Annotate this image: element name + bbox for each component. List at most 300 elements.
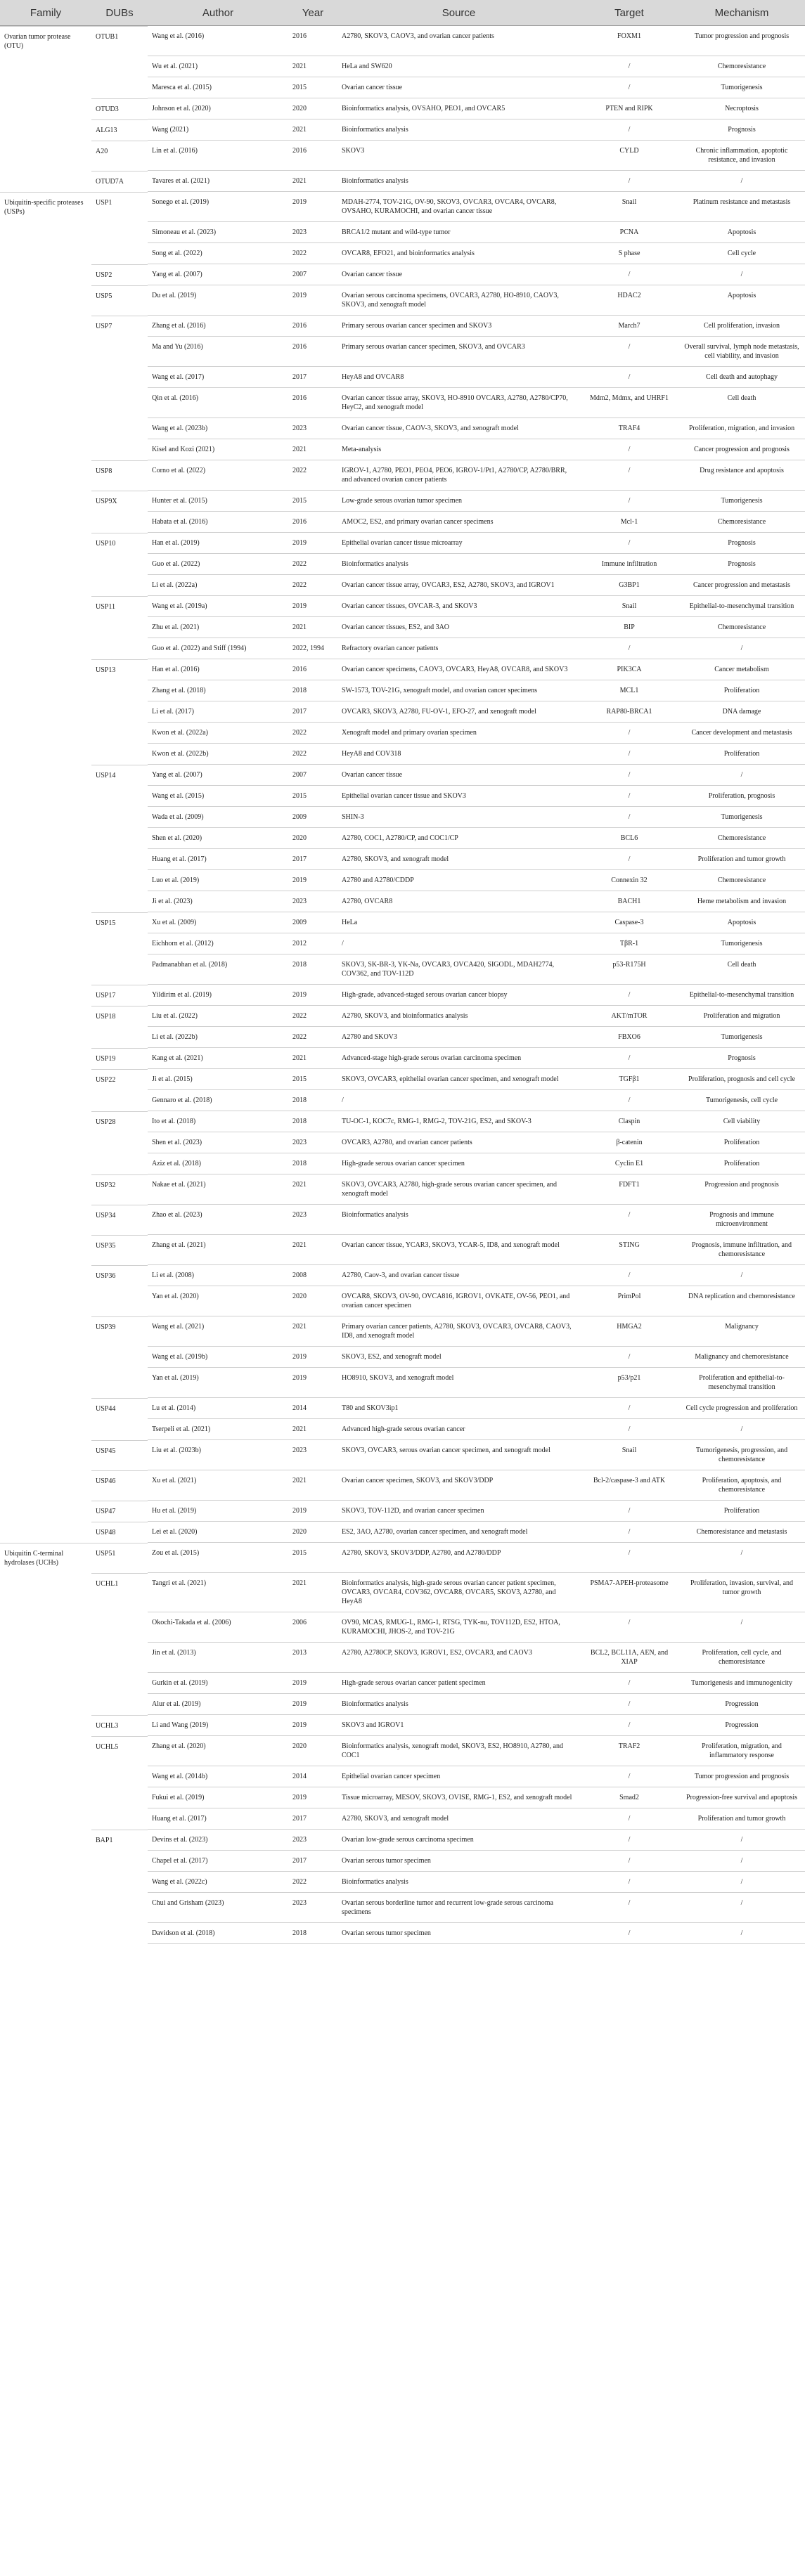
family-cell	[0, 933, 91, 954]
source-cell: HeyA8 and COV318	[337, 744, 580, 765]
mechanism-cell: Progression	[678, 1715, 805, 1736]
family-cell	[0, 596, 91, 617]
year-cell: 2008	[288, 1265, 337, 1286]
year-cell: 2006	[288, 1612, 337, 1643]
mechanism-cell: Prognosis and immune microenvironment	[678, 1205, 805, 1235]
table-row	[0, 316, 805, 337]
dub-cell	[91, 849, 148, 870]
table-row	[0, 891, 805, 912]
year-cell: 2022, 1994	[288, 638, 337, 659]
author-cell: Qin et al. (2016)	[148, 388, 288, 418]
author-cell: Wang et al. (2023b)	[148, 418, 288, 439]
family-cell: Ovarian tumor protease (OTU)	[0, 26, 91, 56]
source-cell: Primary ovarian cancer patients, A2780, SKOV3, OVCAR3, OVCAR8, CAOV3, ID8, and xenograft model	[337, 1316, 580, 1347]
dub-cell	[91, 77, 148, 98]
family-cell	[0, 388, 91, 418]
family-cell	[0, 1006, 91, 1027]
table-row	[0, 171, 805, 192]
target-cell: BIP	[580, 617, 678, 638]
source-cell: A2780, Caov-3, and ovarian cancer tissue	[337, 1265, 580, 1286]
target-cell: PrimPol	[580, 1286, 678, 1316]
dub-cell: OTUD7A	[91, 171, 148, 192]
target-cell: /	[580, 1048, 678, 1069]
family-cell	[0, 77, 91, 98]
year-cell: 2019	[288, 870, 337, 891]
author-cell: Li et al. (2022b)	[148, 1027, 288, 1048]
source-cell: OVCAR8, EFO21, and bioinformatics analysis	[337, 243, 580, 264]
author-cell: Corno et al. (2022)	[148, 460, 288, 491]
table-row	[0, 1286, 805, 1316]
mechanism-cell: Cell death	[678, 388, 805, 418]
table-row	[0, 1470, 805, 1501]
dub-cell: USP10	[91, 533, 148, 554]
target-cell: /	[580, 491, 678, 512]
target-cell: /	[580, 77, 678, 98]
table-row	[0, 98, 805, 119]
year-cell: 2020	[288, 1286, 337, 1316]
source-cell: HeLa	[337, 912, 580, 933]
source-cell: Epithelial ovarian cancer specimen	[337, 1766, 580, 1787]
source-cell: OVCAR3, SKOV3, A2780, FU-OV-1, EFO-27, and xenograft model	[337, 701, 580, 723]
year-cell: 2023	[288, 418, 337, 439]
source-cell: Tissue microarray, MESOV, SKOV3, OVISE, RMG-1, ES2, and xenograft model	[337, 1787, 580, 1808]
family-cell	[0, 285, 91, 316]
author-cell: Chui and Grisham (2023)	[148, 1893, 288, 1923]
mechanism-cell: Chemoresistance	[678, 617, 805, 638]
table-row	[0, 1612, 805, 1643]
target-cell: /	[580, 533, 678, 554]
mechanism-cell: Progression and prognosis	[678, 1174, 805, 1205]
mechanism-cell: Proliferation, prognosis	[678, 786, 805, 807]
target-cell: S phase	[580, 243, 678, 264]
family-cell	[0, 954, 91, 985]
mechanism-cell: Tumorigenesis	[678, 807, 805, 828]
source-cell: Meta-analysis	[337, 439, 580, 460]
year-cell: 2023	[288, 891, 337, 912]
family-cell	[0, 1398, 91, 1419]
dub-cell: USP18	[91, 1006, 148, 1027]
mechanism-cell: Prognosis, immune infiltration, and chemoresistance	[678, 1235, 805, 1265]
year-cell: 2019	[288, 1347, 337, 1368]
mechanism-cell: Proliferation	[678, 1153, 805, 1174]
target-cell: BACH1	[580, 891, 678, 912]
author-cell: Li et al. (2017)	[148, 701, 288, 723]
source-cell: Epithelial ovarian cancer tissue microarray	[337, 533, 580, 554]
mechanism-cell: Proliferation, cell cycle, and chemoresistance	[678, 1643, 805, 1673]
target-cell: /	[580, 1543, 678, 1573]
source-cell: Bioinformatics analysis, high-grade serous ovarian cancer patient specimen, OVCAR3, OVCAR4, COV362, OVCAR8, OVCAR5, SKOV3, A2780, and HeyA8	[337, 1573, 580, 1612]
author-cell: Wang et al. (2021)	[148, 1316, 288, 1347]
target-cell: Smad2	[580, 1787, 678, 1808]
family-cell	[0, 1694, 91, 1715]
year-cell: 2017	[288, 701, 337, 723]
year-cell: 2021	[288, 1419, 337, 1440]
mechanism-cell: DNA damage	[678, 701, 805, 723]
author-cell: Shen et al. (2023)	[148, 1132, 288, 1153]
mechanism-cell: Chemoresistance and metastasis	[678, 1522, 805, 1543]
dub-cell	[91, 680, 148, 701]
year-cell: 2015	[288, 1543, 337, 1573]
year-cell: 2015	[288, 491, 337, 512]
year-cell: 2019	[288, 1787, 337, 1808]
family-cell	[0, 1573, 91, 1612]
mechanism-cell: Prognosis	[678, 533, 805, 554]
family-cell: Ubiquitin-specific proteases (USPs)	[0, 192, 91, 222]
target-cell: /	[580, 1893, 678, 1923]
family-cell	[0, 418, 91, 439]
author-cell: Aziz et al. (2018)	[148, 1153, 288, 1174]
source-cell: SKOV3, TOV-112D, and ovarian cancer specimen	[337, 1501, 580, 1522]
dub-cell: ALG13	[91, 119, 148, 141]
table-row	[0, 575, 805, 596]
year-cell: 2007	[288, 264, 337, 285]
author-cell: Yan et al. (2020)	[148, 1286, 288, 1316]
source-cell: T80 and SKOV3ip1	[337, 1398, 580, 1419]
dub-cell	[91, 1090, 148, 1111]
mechanism-cell: Proliferation, prognosis and cell cycle	[678, 1069, 805, 1090]
mechanism-cell: Proliferation, invasion, survival, and tumor growth	[678, 1573, 805, 1612]
table-row	[0, 1923, 805, 1944]
table-row	[0, 1132, 805, 1153]
table-row	[0, 1265, 805, 1286]
mechanism-cell: Heme metabolism and invasion	[678, 891, 805, 912]
table-row	[0, 439, 805, 460]
table-row	[0, 680, 805, 701]
source-cell: MDAH-2774, TOV-21G, OV-90, SKOV3, OVCAR3, OVCAR4, OVCAR8, OVSAHO, KURAMOCHI, and ovarian cancer tissue	[337, 192, 580, 222]
source-cell: Bioinformatics analysis, OVSAHO, PEO1, and OVCAR5	[337, 98, 580, 119]
family-cell	[0, 1419, 91, 1440]
header-mechanism: Mechanism	[714, 6, 769, 19]
mechanism-cell: /	[678, 1830, 805, 1851]
table-row	[0, 1090, 805, 1111]
source-cell: Ovarian serous carcinoma specimens, OVCAR3, A2780, HO-8910, CAOV3, SKOV3, and xenograft model	[337, 285, 580, 316]
table-row	[0, 744, 805, 765]
mechanism-cell: Prognosis	[678, 119, 805, 141]
mechanism-cell: Tumorigenesis and immunogenicity	[678, 1673, 805, 1694]
author-cell: Hu et al. (2019)	[148, 1501, 288, 1522]
year-cell: 2007	[288, 765, 337, 786]
source-cell: Advanced high-grade serous ovarian cancer	[337, 1419, 580, 1440]
mechanism-cell: Prognosis	[678, 554, 805, 575]
table-row	[0, 141, 805, 171]
year-cell: 2021	[288, 1470, 337, 1501]
year-cell: 2018	[288, 1153, 337, 1174]
mechanism-cell: /	[678, 1265, 805, 1286]
table-row	[0, 418, 805, 439]
year-cell: 2020	[288, 828, 337, 849]
dub-cell	[91, 1643, 148, 1673]
table-row	[0, 723, 805, 744]
mechanism-cell: Cancer development and metastasis	[678, 723, 805, 744]
author-cell: Hunter et al. (2015)	[148, 491, 288, 512]
author-cell: Tavares et al. (2021)	[148, 171, 288, 192]
author-cell: Wu et al. (2021)	[148, 56, 288, 77]
source-cell: Bioinformatics analysis	[337, 119, 580, 141]
table-row	[0, 1694, 805, 1715]
mechanism-cell: Malignancy and chemoresistance	[678, 1347, 805, 1368]
dub-cell: OTUB1	[91, 26, 148, 56]
target-cell: /	[580, 1694, 678, 1715]
source-cell: High-grade serous ovarian cancer patient specimen	[337, 1673, 580, 1694]
target-cell: MCL1	[580, 680, 678, 701]
mechanism-cell: Drug resistance and apoptosis	[678, 460, 805, 491]
year-cell: 2022	[288, 243, 337, 264]
family-cell	[0, 1787, 91, 1808]
year-cell: 2021	[288, 1048, 337, 1069]
source-cell: Ovarian cancer specimen, SKOV3, and SKOV3/DDP	[337, 1470, 580, 1501]
dub-cell: USP2	[91, 264, 148, 285]
year-cell: 2015	[288, 786, 337, 807]
source-cell: A2780, SKOV3, SKOV3/DDP, A2780, and A2780/DDP	[337, 1543, 580, 1573]
author-cell: Devins et al. (2023)	[148, 1830, 288, 1851]
year-cell: 2023	[288, 1830, 337, 1851]
table-row	[0, 1069, 805, 1090]
mechanism-cell: Prognosis	[678, 1048, 805, 1069]
target-cell: /	[580, 723, 678, 744]
dub-cell: USP36	[91, 1265, 148, 1286]
source-cell: Epithelial ovarian cancer tissue and SKOV3	[337, 786, 580, 807]
dub-cell	[91, 243, 148, 264]
year-cell: 2017	[288, 849, 337, 870]
mechanism-cell: Apoptosis	[678, 222, 805, 243]
family-cell	[0, 638, 91, 659]
source-cell: Ovarian cancer tissues, OVCAR-3, and SKOV3	[337, 596, 580, 617]
year-cell: 2013	[288, 1643, 337, 1673]
author-cell: Wang et al. (2014b)	[148, 1766, 288, 1787]
target-cell: BCL6	[580, 828, 678, 849]
author-cell: Zhu et al. (2021)	[148, 617, 288, 638]
family-cell	[0, 1265, 91, 1286]
dub-cell: USP11	[91, 596, 148, 617]
table-row	[0, 1027, 805, 1048]
source-cell: SKOV3 and IGROV1	[337, 1715, 580, 1736]
author-cell: Alur et al. (2019)	[148, 1694, 288, 1715]
dub-cell	[91, 617, 148, 638]
source-cell: Ovarian low-grade serous carcinoma specimen	[337, 1830, 580, 1851]
target-cell: /	[580, 1205, 678, 1235]
table-row	[0, 56, 805, 77]
target-cell: /	[580, 807, 678, 828]
year-cell: 2009	[288, 807, 337, 828]
dub-cell	[91, 1923, 148, 1944]
family-cell	[0, 765, 91, 786]
source-cell: Primary serous ovarian cancer specimen, SKOV3, and OVCAR3	[337, 337, 580, 367]
mechanism-cell: /	[678, 171, 805, 192]
family-cell	[0, 439, 91, 460]
year-cell: 2020	[288, 98, 337, 119]
table-row	[0, 765, 805, 786]
table-row	[0, 337, 805, 367]
author-cell: Eichhorn et al. (2012)	[148, 933, 288, 954]
year-cell: 2019	[288, 1715, 337, 1736]
target-cell: /	[580, 985, 678, 1006]
dub-cell: USP35	[91, 1235, 148, 1265]
target-cell: /	[580, 1851, 678, 1872]
mechanism-cell: /	[678, 1893, 805, 1923]
source-cell: A2780, A2780CP, SKOV3, IGROV1, ES2, OVCAR3, and CAOV3	[337, 1643, 580, 1673]
dub-cell	[91, 723, 148, 744]
mechanism-cell: Proliferation	[678, 1501, 805, 1522]
table-row	[0, 512, 805, 533]
mechanism-cell: Proliferation and tumor growth	[678, 849, 805, 870]
author-cell: Han et al. (2016)	[148, 659, 288, 680]
mechanism-cell: /	[678, 638, 805, 659]
target-cell: TβR-1	[580, 933, 678, 954]
table-row	[0, 1893, 805, 1923]
table-row	[0, 1048, 805, 1069]
target-cell: Claspin	[580, 1111, 678, 1132]
target-cell: /	[580, 1673, 678, 1694]
year-cell: 2019	[288, 1673, 337, 1694]
dub-cell: UCHL5	[91, 1736, 148, 1766]
mechanism-cell: Proliferation, migration, and invasion	[678, 418, 805, 439]
dub-cell	[91, 367, 148, 388]
year-cell: 2015	[288, 1069, 337, 1090]
year-cell: 2015	[288, 77, 337, 98]
target-cell: TGFβ1	[580, 1069, 678, 1090]
dub-cell	[91, 1347, 148, 1368]
dub-cell	[91, 1808, 148, 1830]
target-cell: /	[580, 1923, 678, 1944]
table-row	[0, 1440, 805, 1470]
target-cell: CYLD	[580, 141, 678, 171]
mechanism-cell: Epithelial-to-mesenchymal transition	[678, 985, 805, 1006]
family-cell	[0, 891, 91, 912]
table-row	[0, 1235, 805, 1265]
target-cell: /	[580, 765, 678, 786]
mechanism-cell: Overall survival, lymph node metastasis, cell viability, and invasion	[678, 337, 805, 367]
mechanism-cell: Tumorigenesis	[678, 933, 805, 954]
author-cell: Guo et al. (2022)	[148, 554, 288, 575]
mechanism-cell: Chronic inflammation, apoptotic resistance, and invasion	[678, 141, 805, 171]
target-cell: /	[580, 171, 678, 192]
table-row	[0, 1715, 805, 1736]
source-cell: Ovarian cancer tissue array, SKOV3, HO-8910 OVCAR3, A2780, A2780/CP70, HeyC2, and xenograft model	[337, 388, 580, 418]
author-cell: Habata et al. (2016)	[148, 512, 288, 533]
family-cell	[0, 243, 91, 264]
author-cell: Zhang et al. (2018)	[148, 680, 288, 701]
mechanism-cell: Proliferation and epithelial-to-mesenchymal transition	[678, 1368, 805, 1398]
target-cell: Mdm2, Mdmx, and UHRF1	[580, 388, 678, 418]
year-cell: 2019	[288, 985, 337, 1006]
target-cell: /	[580, 1872, 678, 1893]
dub-cell: USP39	[91, 1316, 148, 1347]
table-row	[0, 912, 805, 933]
target-cell: /	[580, 744, 678, 765]
target-cell: /	[580, 638, 678, 659]
target-cell: /	[580, 337, 678, 367]
family-cell	[0, 141, 91, 171]
family-cell	[0, 171, 91, 192]
author-cell: Simoneau et al. (2023)	[148, 222, 288, 243]
family-cell	[0, 849, 91, 870]
author-cell: Wang et al. (2015)	[148, 786, 288, 807]
table-row	[0, 870, 805, 891]
source-cell: /	[337, 1090, 580, 1111]
year-cell: 2020	[288, 1736, 337, 1766]
family-cell	[0, 1174, 91, 1205]
family-cell	[0, 512, 91, 533]
dub-cell	[91, 954, 148, 985]
table-row	[0, 119, 805, 141]
family-cell	[0, 1205, 91, 1235]
table-row	[0, 828, 805, 849]
author-cell: Huang et al. (2017)	[148, 849, 288, 870]
dub-cell	[91, 870, 148, 891]
source-cell: HO8910, SKOV3, and xenograft model	[337, 1368, 580, 1398]
target-cell: /	[580, 367, 678, 388]
author-cell: Fukui et al. (2019)	[148, 1787, 288, 1808]
dub-cell: USP5	[91, 285, 148, 316]
year-cell: 2022	[288, 460, 337, 491]
family-cell	[0, 786, 91, 807]
table-row	[0, 1872, 805, 1893]
table-row	[0, 1006, 805, 1027]
author-cell: Wang et al. (2019b)	[148, 1347, 288, 1368]
author-cell: Ji et al. (2023)	[148, 891, 288, 912]
year-cell: 2019	[288, 1501, 337, 1522]
mechanism-cell: Cell death and autophagy	[678, 367, 805, 388]
mechanism-cell: /	[678, 1419, 805, 1440]
year-cell: 2016	[288, 388, 337, 418]
author-cell: Maresca et al. (2015)	[148, 77, 288, 98]
author-cell: Wang et al. (2017)	[148, 367, 288, 388]
year-cell: 2019	[288, 1368, 337, 1398]
source-cell: IGROV-1, A2780, PEO1, PEO4, PEO6, IGROV-1/Pt1, A2780/CP, A2780/BRR, and advanced ovarian cancer patients	[337, 460, 580, 491]
header-target: Target	[614, 6, 644, 19]
dub-cell	[91, 1787, 148, 1808]
source-cell: A2780, SKOV3, and xenograft model	[337, 849, 580, 870]
mechanism-cell: Platinum resistance and metastasis	[678, 192, 805, 222]
year-cell: 2009	[288, 912, 337, 933]
family-cell	[0, 1715, 91, 1736]
dub-cell: USP14	[91, 765, 148, 786]
family-cell	[0, 1368, 91, 1398]
author-cell: Padmanabhan et al. (2018)	[148, 954, 288, 985]
target-cell: FDFT1	[580, 1174, 678, 1205]
header-family: Family	[30, 6, 62, 19]
target-cell: /	[580, 849, 678, 870]
dub-cell	[91, 418, 148, 439]
mechanism-cell: Cell cycle progression and proliferation	[678, 1398, 805, 1419]
family-cell	[0, 1069, 91, 1090]
table-row	[0, 701, 805, 723]
target-cell: RAP80-BRCA1	[580, 701, 678, 723]
source-cell: SHIN-3	[337, 807, 580, 828]
family-cell	[0, 264, 91, 285]
table-row	[0, 596, 805, 617]
year-cell: 2022	[288, 1872, 337, 1893]
dub-cell: USP46	[91, 1470, 148, 1501]
source-cell: BRCA1/2 mutant and wild-type tumor	[337, 222, 580, 243]
target-cell: BCL2, BCL11A, AEN, and XIAP	[580, 1643, 678, 1673]
table-row	[0, 1347, 805, 1368]
dub-cell: USP8	[91, 460, 148, 491]
author-cell: Wang et al. (2019a)	[148, 596, 288, 617]
dub-cell	[91, 439, 148, 460]
mechanism-cell: Progression	[678, 1694, 805, 1715]
family-cell	[0, 744, 91, 765]
table-row	[0, 1673, 805, 1694]
table-row	[0, 807, 805, 828]
year-cell: 2022	[288, 554, 337, 575]
year-cell: 2021	[288, 1235, 337, 1265]
dub-cell: USP34	[91, 1205, 148, 1235]
table-row	[0, 1205, 805, 1235]
dub-cell	[91, 1766, 148, 1787]
table-row	[0, 388, 805, 418]
source-cell: SKOV3, OVCAR3, A2780, high-grade serous ovarian cancer specimen, and xenograft model	[337, 1174, 580, 1205]
